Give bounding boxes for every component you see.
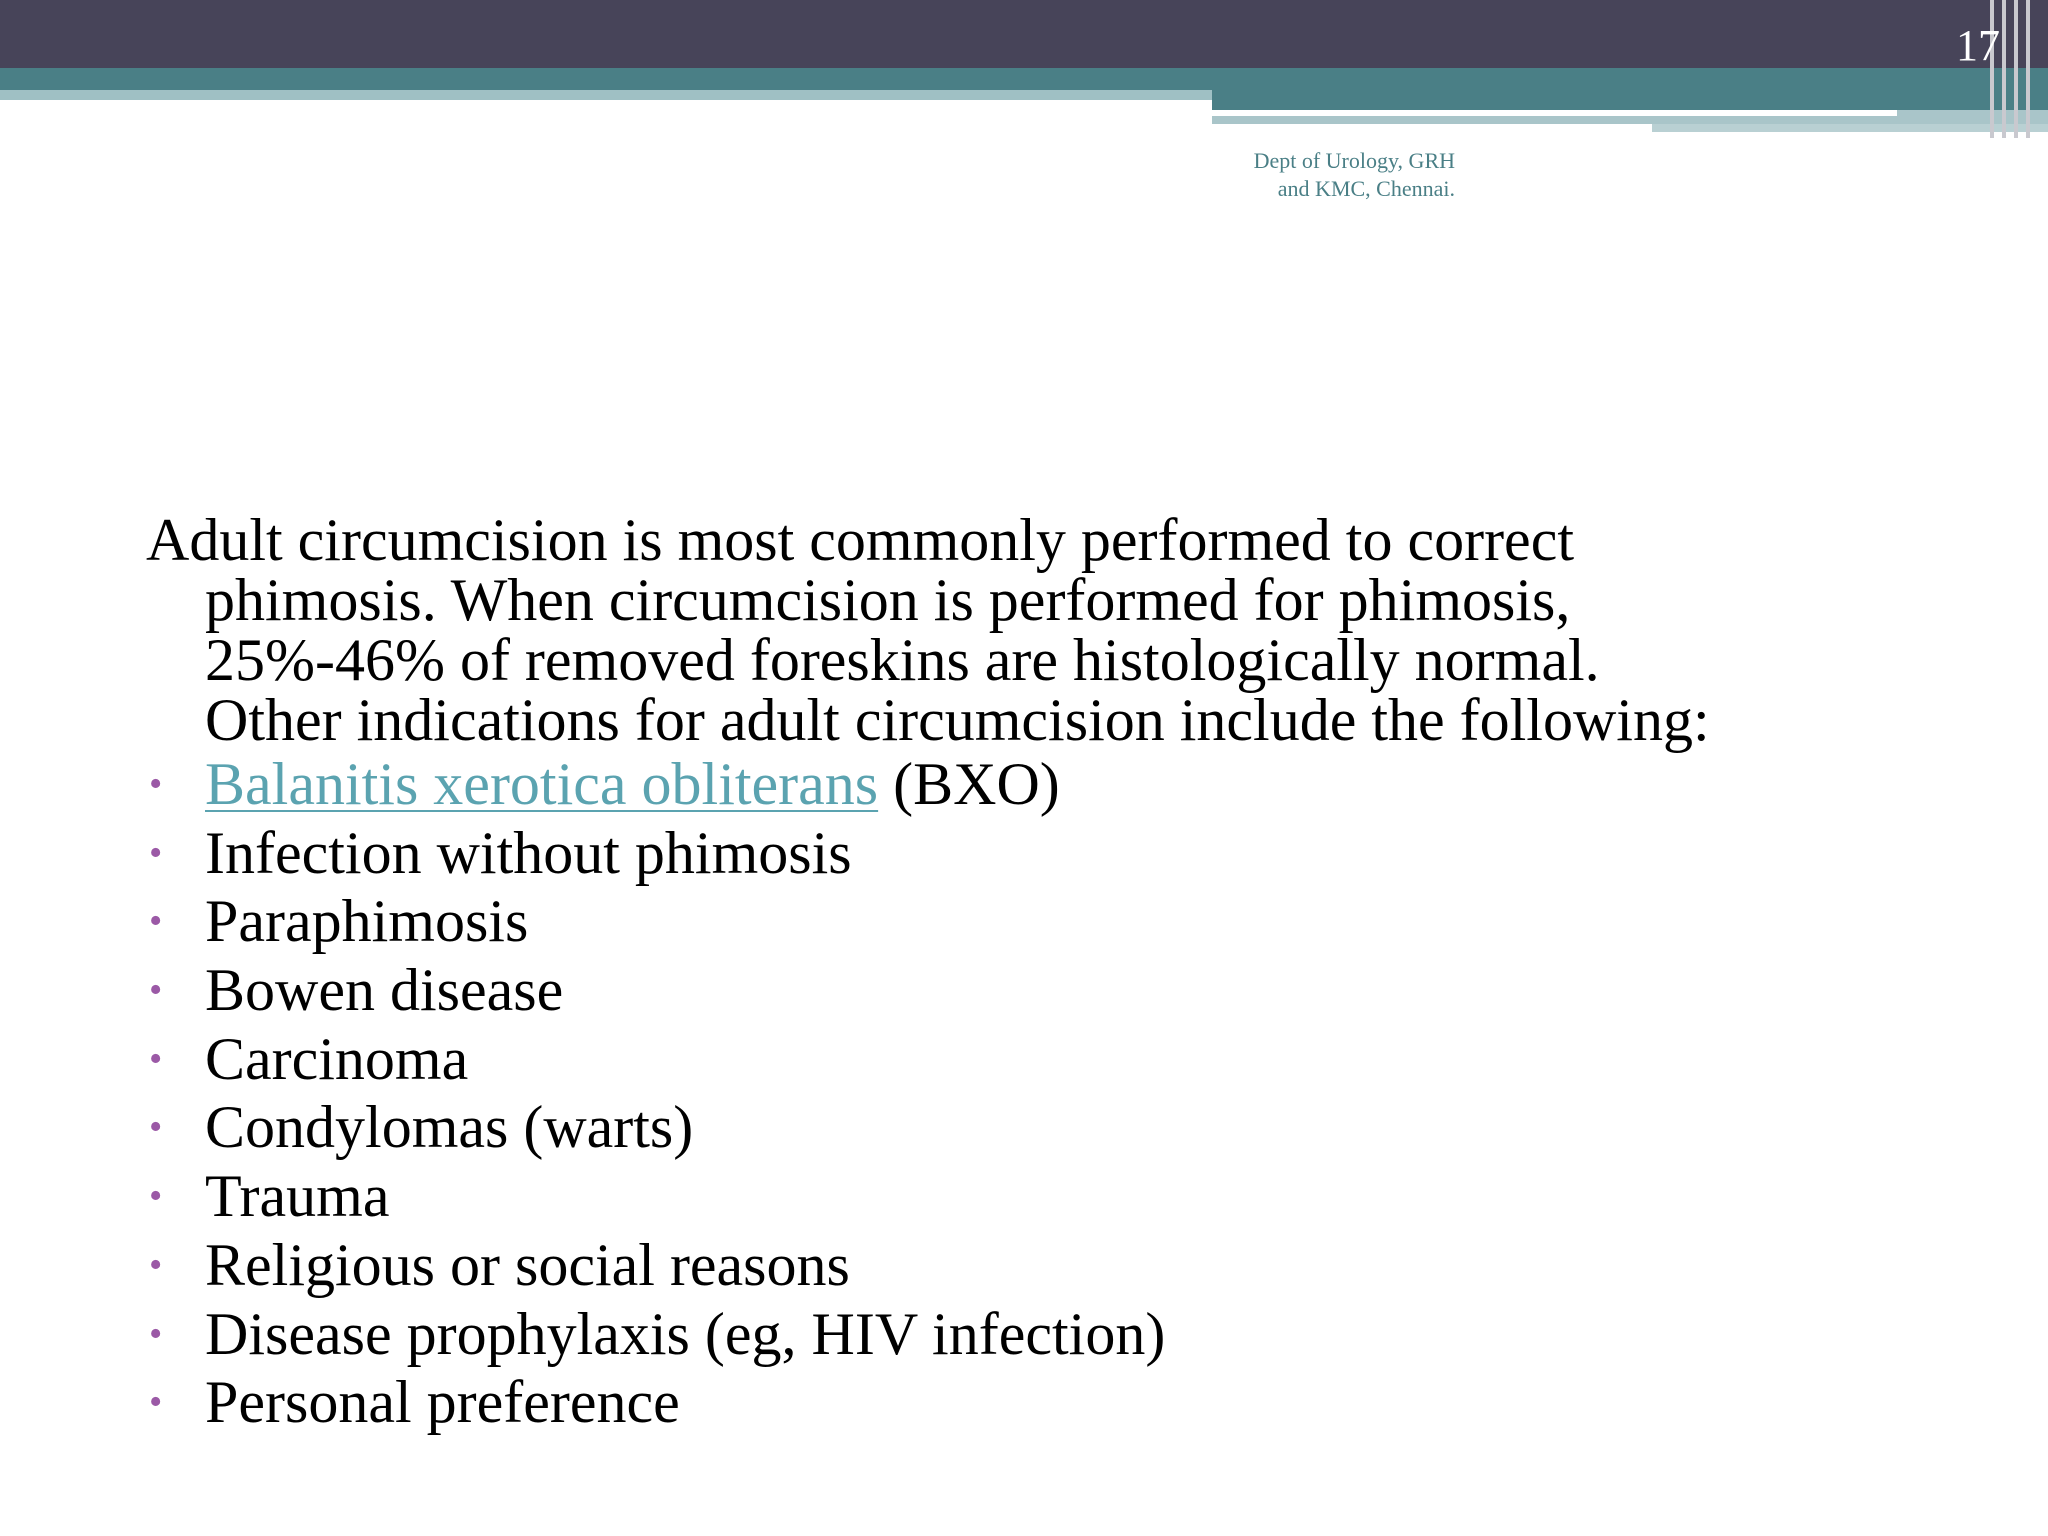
- list-item: [146, 1162, 1946, 1231]
- bullet-icon: •: [149, 1312, 163, 1355]
- list-item: [146, 1300, 1946, 1369]
- intro-line: Other indications for adult circumcision include the following:: [205, 687, 1710, 753]
- header-step-pale: [1652, 124, 2048, 132]
- header-white-line: [1212, 110, 1897, 116]
- affiliation-line: and KMC, Chennai.: [1277, 176, 1455, 201]
- indications-list: [146, 750, 1946, 1437]
- list-item: [146, 1231, 1946, 1300]
- affiliation: [1180, 147, 1455, 203]
- list-item: [146, 887, 1946, 956]
- bullet-icon: •: [149, 1175, 163, 1218]
- bullet-icon: •: [149, 1037, 163, 1080]
- header-band-dark: [0, 0, 2048, 68]
- bullet-icon: •: [149, 1381, 163, 1424]
- list-item-label: Paraphimosis: [205, 888, 529, 955]
- list-item-label: Carcinoma: [205, 1025, 469, 1092]
- header-band-teal: [0, 68, 2048, 90]
- list-item-label: Bowen disease: [205, 957, 564, 1024]
- intro-line: Adult circumcision is most commonly performed to correct: [146, 507, 1574, 573]
- list-item: [146, 1025, 1946, 1094]
- list-item: [146, 956, 1946, 1025]
- list-item-label: Infection without phimosis: [205, 819, 852, 886]
- bullet-icon: •: [149, 900, 163, 943]
- intro-line: 25%-46% of removed foreskins are histologically normal.: [205, 627, 1600, 693]
- affiliation-line: Dept of Urology, GRH: [1253, 148, 1455, 173]
- bullet-icon: •: [149, 831, 163, 874]
- list-item: [146, 819, 1946, 888]
- list-item-label: Disease prophylaxis (eg, HIV infection): [205, 1300, 1166, 1367]
- intro-line: phimosis. When circumcision is performed for phimosis,: [205, 567, 1571, 633]
- header-band-light: [0, 90, 1212, 100]
- list-item-label: Personal preference: [205, 1369, 680, 1436]
- page-number: 17: [1956, 21, 2000, 70]
- bxo-link[interactable]: Balanitis xerotica obliterans: [205, 751, 879, 817]
- list-item-label: Condylomas (warts): [205, 1094, 694, 1161]
- list-item-suffix: (BXO): [878, 751, 1060, 817]
- intro-paragraph: [146, 507, 2005, 753]
- list-item: [146, 750, 1946, 819]
- list-item: [146, 1093, 1946, 1162]
- list-item-label: Religious or social reasons: [205, 1231, 850, 1298]
- bullet-icon: •: [149, 969, 163, 1012]
- list-item-label: Trauma: [205, 1163, 390, 1230]
- list-item: [146, 1368, 1946, 1437]
- header-step-teal: [1212, 90, 2048, 110]
- bullet-icon: •: [149, 1106, 163, 1149]
- bullet-icon: •: [149, 763, 163, 805]
- header-vertical-line: [2026, 0, 2030, 138]
- header-vertical-line: [2002, 0, 2006, 138]
- bullet-icon: •: [149, 1243, 163, 1286]
- header-vertical-line: [2014, 0, 2018, 138]
